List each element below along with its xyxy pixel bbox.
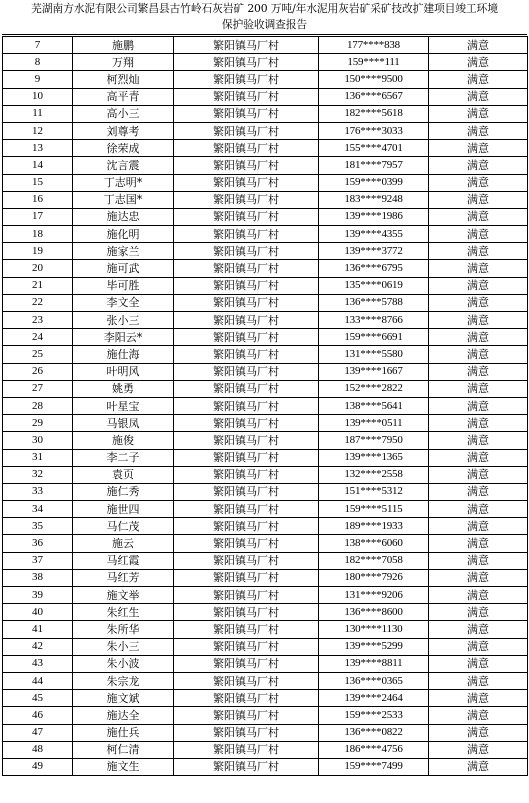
row-number-cell: 34: [3, 501, 73, 518]
row-number-cell: 40: [3, 604, 73, 621]
respondent-name-cell: 丁志明*: [73, 174, 174, 191]
table-row: [3, 741, 528, 758]
respondent-name-cell: 施家兰: [73, 243, 174, 260]
satisfaction-result-cell: 满意: [429, 569, 528, 586]
table-row: [3, 243, 528, 260]
table-row: [3, 294, 528, 311]
table-row: [3, 672, 528, 689]
address-cell: 繁阳镇马厂村: [174, 415, 319, 432]
respondent-name-cell: 李阳云*: [73, 329, 174, 346]
survey-table: [2, 36, 528, 776]
phone-number-cell: 136****5788: [319, 294, 429, 311]
satisfaction-result-cell: 满意: [429, 140, 528, 157]
row-number-cell: 39: [3, 587, 73, 604]
phone-number-cell: 130****1130: [319, 621, 429, 638]
satisfaction-result-cell: 满意: [429, 191, 528, 208]
table-row: [3, 432, 528, 449]
respondent-name-cell: 朱小三: [73, 638, 174, 655]
phone-number-cell: 180****7926: [319, 569, 429, 586]
row-number-cell: 35: [3, 518, 73, 535]
respondent-name-cell: 高小三: [73, 105, 174, 122]
satisfaction-result-cell: 满意: [429, 174, 528, 191]
table-row: [3, 208, 528, 225]
respondent-name-cell: 柯烈灿: [73, 71, 174, 88]
address-cell: 繁阳镇马厂村: [174, 226, 319, 243]
satisfaction-result-cell: 满意: [429, 312, 528, 329]
table-row: [3, 122, 528, 139]
table-row: [3, 329, 528, 346]
address-cell: 繁阳镇马厂村: [174, 105, 319, 122]
satisfaction-result-cell: 满意: [429, 243, 528, 260]
address-cell: 繁阳镇马厂村: [174, 707, 319, 724]
address-cell: 繁阳镇马厂村: [174, 37, 319, 54]
satisfaction-result-cell: 满意: [429, 415, 528, 432]
row-number-cell: 30: [3, 432, 73, 449]
row-number-cell: 20: [3, 260, 73, 277]
header-divider: [2, 34, 527, 35]
table-row: [3, 604, 528, 621]
satisfaction-result-cell: 满意: [429, 535, 528, 552]
satisfaction-result-cell: 满意: [429, 363, 528, 380]
table-row: [3, 157, 528, 174]
satisfaction-result-cell: 满意: [429, 690, 528, 707]
satisfaction-result-cell: 满意: [429, 672, 528, 689]
phone-number-cell: 139****3772: [319, 243, 429, 260]
satisfaction-result-cell: 满意: [429, 518, 528, 535]
satisfaction-result-cell: 满意: [429, 54, 528, 71]
table-row: [3, 483, 528, 500]
row-number-cell: 33: [3, 483, 73, 500]
respondent-name-cell: 施文斌: [73, 690, 174, 707]
row-number-cell: 49: [3, 758, 73, 775]
respondent-name-cell: 朱小波: [73, 655, 174, 672]
address-cell: 繁阳镇马厂村: [174, 260, 319, 277]
satisfaction-result-cell: 满意: [429, 604, 528, 621]
phone-number-cell: 136****6567: [319, 88, 429, 105]
satisfaction-result-cell: 满意: [429, 638, 528, 655]
address-cell: 繁阳镇马厂村: [174, 724, 319, 741]
table-row: [3, 621, 528, 638]
table-row: [3, 397, 528, 414]
phone-number-cell: 139****1667: [319, 363, 429, 380]
table-row: [3, 312, 528, 329]
row-number-cell: 19: [3, 243, 73, 260]
phone-number-cell: 139****0511: [319, 415, 429, 432]
phone-number-cell: 152****2822: [319, 380, 429, 397]
table-row: [3, 655, 528, 672]
table-row: [3, 140, 528, 157]
address-cell: 繁阳镇马厂村: [174, 346, 319, 363]
address-cell: 繁阳镇马厂村: [174, 483, 319, 500]
phone-number-cell: 139****8811: [319, 655, 429, 672]
address-cell: 繁阳镇马厂村: [174, 140, 319, 157]
respondent-name-cell: 朱宗龙: [73, 672, 174, 689]
respondent-name-cell: 施文举: [73, 587, 174, 604]
phone-number-cell: 136****6795: [319, 260, 429, 277]
address-cell: 繁阳镇马厂村: [174, 71, 319, 88]
row-number-cell: 31: [3, 449, 73, 466]
respondent-name-cell: 叶星宝: [73, 397, 174, 414]
satisfaction-result-cell: 满意: [429, 346, 528, 363]
table-row: [3, 415, 528, 432]
report-title-line-1: 芜湖南方水泥有限公司繁昌县古竹岭石灰岩矿 200 万吨/年水泥用灰岩矿采矿技改扩建项目竣工环境: [31, 2, 498, 15]
table-row: [3, 380, 528, 397]
phone-number-cell: 159****7499: [319, 758, 429, 775]
table-row: [3, 707, 528, 724]
row-number-cell: 26: [3, 363, 73, 380]
table-row: [3, 518, 528, 535]
phone-number-cell: 136****8600: [319, 604, 429, 621]
address-cell: 繁阳镇马厂村: [174, 174, 319, 191]
report-title-line-2: 保护验收调查报告: [221, 18, 308, 31]
satisfaction-result-cell: 满意: [429, 758, 528, 775]
row-number-cell: 9: [3, 71, 73, 88]
satisfaction-result-cell: 满意: [429, 105, 528, 122]
address-cell: 繁阳镇马厂村: [174, 449, 319, 466]
respondent-name-cell: 刘尊考: [73, 122, 174, 139]
table-row: [3, 690, 528, 707]
survey-table-body: [3, 37, 528, 776]
address-cell: 繁阳镇马厂村: [174, 466, 319, 483]
row-number-cell: 10: [3, 88, 73, 105]
phone-number-cell: 132****2558: [319, 466, 429, 483]
respondent-name-cell: 施俊: [73, 432, 174, 449]
phone-number-cell: 155****4701: [319, 140, 429, 157]
satisfaction-result-cell: 满意: [429, 724, 528, 741]
phone-number-cell: 151****5312: [319, 483, 429, 500]
phone-number-cell: 183****9248: [319, 191, 429, 208]
respondent-name-cell: 施文生: [73, 758, 174, 775]
table-row: [3, 71, 528, 88]
phone-number-cell: 177****838: [319, 37, 429, 54]
respondent-name-cell: 施达全: [73, 707, 174, 724]
row-number-cell: 29: [3, 415, 73, 432]
address-cell: 繁阳镇马厂村: [174, 518, 319, 535]
satisfaction-result-cell: 满意: [429, 380, 528, 397]
address-cell: 繁阳镇马厂村: [174, 690, 319, 707]
row-number-cell: 12: [3, 122, 73, 139]
phone-number-cell: 131****9206: [319, 587, 429, 604]
table-row: [3, 260, 528, 277]
respondent-name-cell: 万翔: [73, 54, 174, 71]
phone-number-cell: 136****0822: [319, 724, 429, 741]
phone-number-cell: 136****0365: [319, 672, 429, 689]
address-cell: 繁阳镇马厂村: [174, 243, 319, 260]
table-row: [3, 346, 528, 363]
row-number-cell: 36: [3, 535, 73, 552]
table-row: [3, 54, 528, 71]
address-cell: 繁阳镇马厂村: [174, 501, 319, 518]
table-row: [3, 758, 528, 775]
respondent-name-cell: 沈言震: [73, 157, 174, 174]
satisfaction-result-cell: 满意: [429, 501, 528, 518]
address-cell: 繁阳镇马厂村: [174, 54, 319, 71]
respondent-name-cell: 施鹏: [73, 37, 174, 54]
address-cell: 繁阳镇马厂村: [174, 672, 319, 689]
phone-number-cell: 139****4355: [319, 226, 429, 243]
phone-number-cell: 182****5618: [319, 105, 429, 122]
table-row: [3, 569, 528, 586]
respondent-name-cell: 柯仁清: [73, 741, 174, 758]
row-number-cell: 41: [3, 621, 73, 638]
row-number-cell: 11: [3, 105, 73, 122]
row-number-cell: 18: [3, 226, 73, 243]
satisfaction-result-cell: 满意: [429, 587, 528, 604]
respondent-name-cell: 马仁茂: [73, 518, 174, 535]
table-row: [3, 363, 528, 380]
respondent-name-cell: 施可武: [73, 260, 174, 277]
address-cell: 繁阳镇马厂村: [174, 294, 319, 311]
table-row: [3, 501, 528, 518]
respondent-name-cell: 施云: [73, 535, 174, 552]
report-header: [0, 1, 529, 33]
row-number-cell: 48: [3, 741, 73, 758]
phone-number-cell: 139****2464: [319, 690, 429, 707]
phone-number-cell: 138****5641: [319, 397, 429, 414]
row-number-cell: 43: [3, 655, 73, 672]
address-cell: 繁阳镇马厂村: [174, 535, 319, 552]
phone-number-cell: 182****7058: [319, 552, 429, 569]
respondent-name-cell: 马银凤: [73, 415, 174, 432]
phone-number-cell: 187****7950: [319, 432, 429, 449]
table-row: [3, 587, 528, 604]
satisfaction-result-cell: 满意: [429, 483, 528, 500]
address-cell: 繁阳镇马厂村: [174, 277, 319, 294]
table-row: [3, 37, 528, 54]
phone-number-cell: 159****2533: [319, 707, 429, 724]
satisfaction-result-cell: 满意: [429, 157, 528, 174]
row-number-cell: 16: [3, 191, 73, 208]
address-cell: 繁阳镇马厂村: [174, 621, 319, 638]
row-number-cell: 32: [3, 466, 73, 483]
satisfaction-result-cell: 满意: [429, 294, 528, 311]
address-cell: 繁阳镇马厂村: [174, 655, 319, 672]
phone-number-cell: 159****0399: [319, 174, 429, 191]
phone-number-cell: 181****7957: [319, 157, 429, 174]
phone-number-cell: 176****3033: [319, 122, 429, 139]
satisfaction-result-cell: 满意: [429, 71, 528, 88]
address-cell: 繁阳镇马厂村: [174, 329, 319, 346]
address-cell: 繁阳镇马厂村: [174, 432, 319, 449]
row-number-cell: 38: [3, 569, 73, 586]
address-cell: 繁阳镇马厂村: [174, 741, 319, 758]
address-cell: 繁阳镇马厂村: [174, 587, 319, 604]
respondent-name-cell: 施仁秀: [73, 483, 174, 500]
respondent-name-cell: 朱所华: [73, 621, 174, 638]
satisfaction-result-cell: 满意: [429, 655, 528, 672]
satisfaction-result-cell: 满意: [429, 449, 528, 466]
respondent-name-cell: 张小三: [73, 312, 174, 329]
satisfaction-result-cell: 满意: [429, 88, 528, 105]
phone-number-cell: 159****5115: [319, 501, 429, 518]
row-number-cell: 7: [3, 37, 73, 54]
row-number-cell: 14: [3, 157, 73, 174]
satisfaction-result-cell: 满意: [429, 122, 528, 139]
address-cell: 繁阳镇马厂村: [174, 122, 319, 139]
respondent-name-cell: 马红霞: [73, 552, 174, 569]
phone-number-cell: 135****0619: [319, 277, 429, 294]
row-number-cell: 25: [3, 346, 73, 363]
respondent-name-cell: 施化明: [73, 226, 174, 243]
address-cell: 繁阳镇马厂村: [174, 191, 319, 208]
phone-number-cell: 159****6691: [319, 329, 429, 346]
phone-number-cell: 150****9500: [319, 71, 429, 88]
row-number-cell: 22: [3, 294, 73, 311]
row-number-cell: 8: [3, 54, 73, 71]
satisfaction-result-cell: 满意: [429, 277, 528, 294]
address-cell: 繁阳镇马厂村: [174, 380, 319, 397]
address-cell: 繁阳镇马厂村: [174, 758, 319, 775]
address-cell: 繁阳镇马厂村: [174, 312, 319, 329]
address-cell: 繁阳镇马厂村: [174, 208, 319, 225]
satisfaction-result-cell: 满意: [429, 707, 528, 724]
address-cell: 繁阳镇马厂村: [174, 397, 319, 414]
satisfaction-result-cell: 满意: [429, 466, 528, 483]
row-number-cell: 21: [3, 277, 73, 294]
respondent-name-cell: 高平青: [73, 88, 174, 105]
row-number-cell: 24: [3, 329, 73, 346]
row-number-cell: 27: [3, 380, 73, 397]
row-number-cell: 13: [3, 140, 73, 157]
satisfaction-result-cell: 满意: [429, 208, 528, 225]
row-number-cell: 45: [3, 690, 73, 707]
respondent-name-cell: 施仕兵: [73, 724, 174, 741]
table-row: [3, 191, 528, 208]
phone-number-cell: 139****1986: [319, 208, 429, 225]
phone-number-cell: 139****5299: [319, 638, 429, 655]
satisfaction-result-cell: 满意: [429, 329, 528, 346]
respondent-name-cell: 徐荣成: [73, 140, 174, 157]
phone-number-cell: 133****8766: [319, 312, 429, 329]
respondent-name-cell: 李二子: [73, 449, 174, 466]
table-row: [3, 277, 528, 294]
address-cell: 繁阳镇马厂村: [174, 363, 319, 380]
phone-number-cell: 139****1365: [319, 449, 429, 466]
table-row: [3, 466, 528, 483]
respondent-name-cell: 施仕海: [73, 346, 174, 363]
satisfaction-result-cell: 满意: [429, 226, 528, 243]
phone-number-cell: 186****4756: [319, 741, 429, 758]
satisfaction-result-cell: 满意: [429, 432, 528, 449]
respondent-name-cell: 朱红生: [73, 604, 174, 621]
phone-number-cell: 131****5580: [319, 346, 429, 363]
satisfaction-result-cell: 满意: [429, 397, 528, 414]
respondent-name-cell: 李文全: [73, 294, 174, 311]
phone-number-cell: 159****111: [319, 54, 429, 71]
satisfaction-result-cell: 满意: [429, 552, 528, 569]
phone-number-cell: 138****6060: [319, 535, 429, 552]
address-cell: 繁阳镇马厂村: [174, 88, 319, 105]
row-number-cell: 37: [3, 552, 73, 569]
address-cell: 繁阳镇马厂村: [174, 569, 319, 586]
respondent-name-cell: 叶明风: [73, 363, 174, 380]
phone-number-cell: 189****1933: [319, 518, 429, 535]
respondent-name-cell: 丁志国*: [73, 191, 174, 208]
table-row: [3, 105, 528, 122]
respondent-name-cell: 施世四: [73, 501, 174, 518]
respondent-name-cell: 施达忠: [73, 208, 174, 225]
satisfaction-result-cell: 满意: [429, 741, 528, 758]
row-number-cell: 42: [3, 638, 73, 655]
table-row: [3, 535, 528, 552]
satisfaction-result-cell: 满意: [429, 37, 528, 54]
address-cell: 繁阳镇马厂村: [174, 157, 319, 174]
address-cell: 繁阳镇马厂村: [174, 638, 319, 655]
row-number-cell: 47: [3, 724, 73, 741]
respondent-name-cell: 毕可胜: [73, 277, 174, 294]
address-cell: 繁阳镇马厂村: [174, 552, 319, 569]
table-row: [3, 174, 528, 191]
respondent-name-cell: 姚勇: [73, 380, 174, 397]
table-row: [3, 88, 528, 105]
row-number-cell: 17: [3, 208, 73, 225]
satisfaction-result-cell: 满意: [429, 621, 528, 638]
row-number-cell: 23: [3, 312, 73, 329]
row-number-cell: 15: [3, 174, 73, 191]
table-row: [3, 552, 528, 569]
respondent-name-cell: 马红芳: [73, 569, 174, 586]
table-row: [3, 449, 528, 466]
table-row: [3, 724, 528, 741]
row-number-cell: 28: [3, 397, 73, 414]
row-number-cell: 44: [3, 672, 73, 689]
table-row: [3, 226, 528, 243]
satisfaction-result-cell: 满意: [429, 260, 528, 277]
row-number-cell: 46: [3, 707, 73, 724]
table-row: [3, 638, 528, 655]
respondent-name-cell: 袁页: [73, 466, 174, 483]
address-cell: 繁阳镇马厂村: [174, 604, 319, 621]
